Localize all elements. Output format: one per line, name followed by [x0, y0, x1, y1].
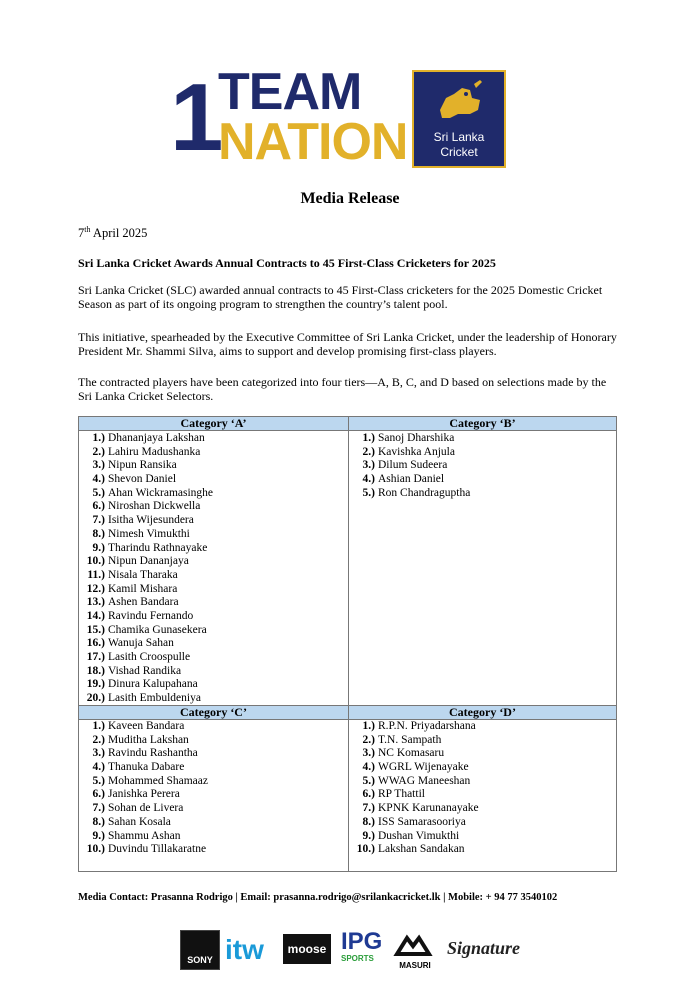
player-name: Nimesh Vimukthi [108, 527, 190, 540]
category-c-list [81, 720, 208, 857]
player-row [351, 843, 479, 857]
contracts-table [78, 416, 617, 872]
player-number: 20.) [86, 692, 105, 705]
slc-logo-line2: Cricket [440, 145, 478, 159]
player-number: 7.) [92, 802, 105, 815]
player-row [81, 555, 213, 569]
player-name: KPNK Karunanayake [378, 802, 479, 815]
player-row [81, 432, 213, 446]
player-row [351, 446, 470, 460]
player-number: 1.) [92, 432, 105, 444]
player-name: Kaveen Bandara [108, 720, 185, 732]
player-row [81, 802, 208, 816]
player-number: 4.) [92, 761, 105, 774]
player-name: ISS Samarasooriya [378, 815, 466, 828]
player-row [81, 788, 208, 802]
player-number: 5.) [362, 774, 375, 787]
player-name: Nisala Tharaka [108, 568, 178, 581]
player-name: Nipun Dananjaya [108, 555, 189, 568]
player-row [351, 487, 470, 501]
player-number: 19.) [86, 678, 105, 691]
player-name: Thanuka Dabare [108, 761, 185, 774]
player-number: 3.) [362, 459, 375, 472]
moose-logo-text: moose [287, 942, 327, 956]
player-row [81, 514, 213, 528]
player-number: 6.) [92, 788, 105, 801]
player-name: Isitha Wijesundera [108, 514, 194, 527]
player-row [81, 473, 213, 487]
player-name: Muditha Lakshan [108, 733, 189, 746]
player-row [81, 610, 213, 624]
date-rest: April 2025 [90, 226, 148, 241]
player-row [81, 775, 208, 789]
player-row [81, 816, 208, 830]
player-name: Dilum Sudeera [378, 459, 448, 472]
player-name: Tharindu Rathnayake [108, 541, 208, 554]
player-row [351, 473, 470, 487]
player-number: 18.) [86, 664, 105, 677]
player-name: Mohammed Shamaaz [108, 774, 208, 787]
player-number: 2.) [362, 733, 375, 746]
player-row [351, 788, 479, 802]
player-number: 14.) [86, 609, 105, 622]
player-row [351, 720, 479, 734]
player-name: Wanuja Sahan [108, 637, 174, 650]
category-a-list [81, 432, 213, 706]
player-row [81, 720, 208, 734]
player-name: Ashian Daniel [378, 473, 445, 486]
player-row [81, 734, 208, 748]
player-name: Ahan Wickramasinghe [108, 486, 214, 499]
player-number: 9.) [92, 541, 105, 554]
media-contact: Media Contact: Prasanna Rodrigo | Email: prasanna.rodrigo@srilankacricket.lk | Mobile: + 94 77 3540102 [78, 892, 558, 903]
player-name: T.N. Sampath [378, 733, 442, 746]
date-day: 7 [78, 226, 85, 241]
player-row [81, 583, 213, 597]
player-name: Ron Chandraguptha [378, 486, 471, 499]
player-row [351, 830, 479, 844]
player-row [81, 528, 213, 542]
date-suffix: th [84, 225, 91, 234]
lion-emblem-icon [434, 80, 486, 124]
sony-logo [180, 930, 220, 970]
player-row [351, 802, 479, 816]
player-row [351, 747, 479, 761]
player-row [351, 432, 470, 446]
paragraph: This initiative, spearheaded by the Executive Committee of Sri Lanka Cricket, under the leadership of Honorary President Mr. Shammi Silva, aims to support and develop promising first-class players. [78, 330, 617, 358]
player-name: Duvindu Tillakaratne [108, 843, 207, 856]
player-name: Nipun Ransika [108, 459, 177, 472]
player-number: 6.) [362, 788, 375, 801]
player-number: 5.) [362, 486, 375, 499]
player-name: Ashen Bandara [108, 596, 179, 609]
player-row [351, 775, 479, 789]
player-row [81, 678, 213, 692]
player-number: 17.) [86, 651, 105, 663]
player-row [81, 542, 213, 556]
player-number: 5.) [92, 486, 105, 499]
player-name: WWAG Maneeshan [378, 774, 471, 787]
player-name: RP Thattil [378, 788, 425, 801]
player-number: 6.) [92, 500, 105, 513]
player-number: 13.) [86, 596, 105, 609]
player-name: Shevon Daniel [108, 473, 177, 486]
masuri-icon [393, 934, 433, 956]
player-name: Lakshan Sandakan [378, 843, 465, 856]
player-row [81, 500, 213, 514]
player-number: 2.) [92, 733, 105, 746]
player-name: Dushan Vimukthi [378, 829, 460, 842]
player-name: Janishka Perera [108, 788, 180, 801]
player-row [81, 459, 213, 473]
player-name: NC Komasaru [378, 747, 445, 760]
player-name: Chamika Gunasekera [108, 623, 207, 636]
category-c-header: Category ‘C’ [79, 705, 348, 720]
player-name: Lasith Croospulle [108, 651, 191, 663]
player-name: Lahiru Madushanka [108, 445, 201, 458]
player-row [81, 487, 213, 501]
player-number: 5.) [92, 774, 105, 787]
ipg-logo-text: IPG [341, 928, 383, 955]
player-row [81, 665, 213, 679]
player-name: Kavishka Anjula [378, 445, 455, 458]
player-name: Kamil Mishara [108, 582, 178, 595]
player-name: WGRL Wijenayake [378, 761, 469, 774]
paragraph: The contracted players have been categorized into four tiers—A, B, C, and D based on selections made by the Sri Lanka Cricket Selectors. [78, 375, 607, 403]
slc-logo-line1: Sri Lanka [433, 130, 485, 144]
category-d-list [351, 720, 479, 857]
player-number: 12.) [86, 582, 105, 595]
player-row [81, 761, 208, 775]
player-number: 1.) [362, 432, 375, 444]
player-name: Vishad Randika [108, 664, 182, 677]
player-number: 2.) [362, 445, 375, 458]
player-number: 4.) [362, 761, 375, 774]
player-number: 11.) [87, 568, 105, 581]
player-name: Sohan de Livera [108, 802, 184, 815]
column-divider [348, 417, 349, 871]
player-name: Dhananjaya Lakshan [108, 432, 205, 444]
signature-logo: Signature [447, 938, 521, 958]
logo-number: 1 [170, 64, 224, 171]
release-date [78, 225, 147, 241]
player-row [81, 747, 208, 761]
player-name: Ravindu Fernando [108, 609, 194, 622]
sony-logo-text: SONY [187, 955, 213, 965]
player-number: 3.) [92, 747, 105, 760]
player-number: 9.) [92, 829, 105, 842]
player-row [351, 459, 470, 473]
player-row [81, 692, 213, 706]
masuri-logo [393, 934, 437, 968]
player-number: 2.) [92, 445, 105, 458]
player-name: R.P.N. Priyadarshana [378, 720, 476, 732]
player-number: 15.) [86, 623, 105, 636]
player-row [81, 569, 213, 583]
player-number: 10.) [356, 843, 375, 856]
category-a-header: Category ‘A’ [79, 417, 348, 431]
player-row [351, 816, 479, 830]
player-row [81, 651, 213, 665]
logo-team-word: TEAM [218, 63, 362, 121]
player-row [81, 843, 208, 857]
player-row [351, 761, 479, 775]
team-nation-logo [170, 63, 510, 172]
player-number: 16.) [86, 637, 105, 650]
player-row [81, 624, 213, 638]
player-number: 1.) [362, 720, 375, 732]
sponsor-logos [175, 928, 525, 970]
player-name: Ravindu Rashantha [108, 747, 198, 760]
player-number: 4.) [362, 473, 375, 486]
player-name: Dinura Kalupahana [108, 678, 198, 691]
player-row [81, 830, 208, 844]
player-number: 8.) [92, 527, 105, 540]
player-row [81, 446, 213, 460]
moose-logo [283, 934, 331, 964]
player-name: Sanoj Dharshika [378, 432, 455, 444]
category-b-list [351, 432, 470, 500]
ipg-sports-logo [341, 930, 385, 968]
headline: Sri Lanka Cricket Awards Annual Contracts to 45 First-Class Cricketers for 2025 [78, 256, 496, 270]
player-number: 8.) [362, 815, 375, 828]
logo-nation-word: NATION [218, 113, 408, 171]
paragraph: Sri Lanka Cricket (SLC) awarded annual contracts to 45 First-Class cricketers for the 2025 Domestic Cricket Season as part of its ongoing program to strengthen the country’s talent pool. [78, 283, 603, 311]
player-row [351, 734, 479, 748]
player-name: Sahan Kosala [108, 815, 171, 828]
player-number: 1.) [92, 720, 105, 732]
player-row [81, 637, 213, 651]
category-b-header: Category ‘B’ [349, 417, 616, 431]
player-number: 10.) [86, 555, 105, 568]
player-number: 7.) [362, 802, 375, 815]
sri-lanka-cricket-logo [412, 70, 506, 168]
player-number: 3.) [362, 747, 375, 760]
player-number: 7.) [92, 514, 105, 527]
player-name: Niroshan Dickwella [108, 500, 201, 513]
page-title: Media Release [300, 190, 400, 207]
player-name: Lasith Embuldeniya [108, 692, 201, 705]
player-row [81, 596, 213, 610]
player-number: 4.) [92, 473, 105, 486]
player-number: 9.) [362, 829, 375, 842]
itw-logo: itw [225, 934, 264, 965]
player-name: Shammu Ashan [108, 829, 181, 842]
player-number: 3.) [92, 459, 105, 472]
player-number: 10.) [86, 843, 105, 856]
masuri-logo-text: MASURI [399, 961, 431, 970]
ipg-logo-subtext: SPORTS [341, 954, 374, 963]
category-d-header: Category ‘D’ [349, 705, 616, 720]
player-number: 8.) [92, 815, 105, 828]
